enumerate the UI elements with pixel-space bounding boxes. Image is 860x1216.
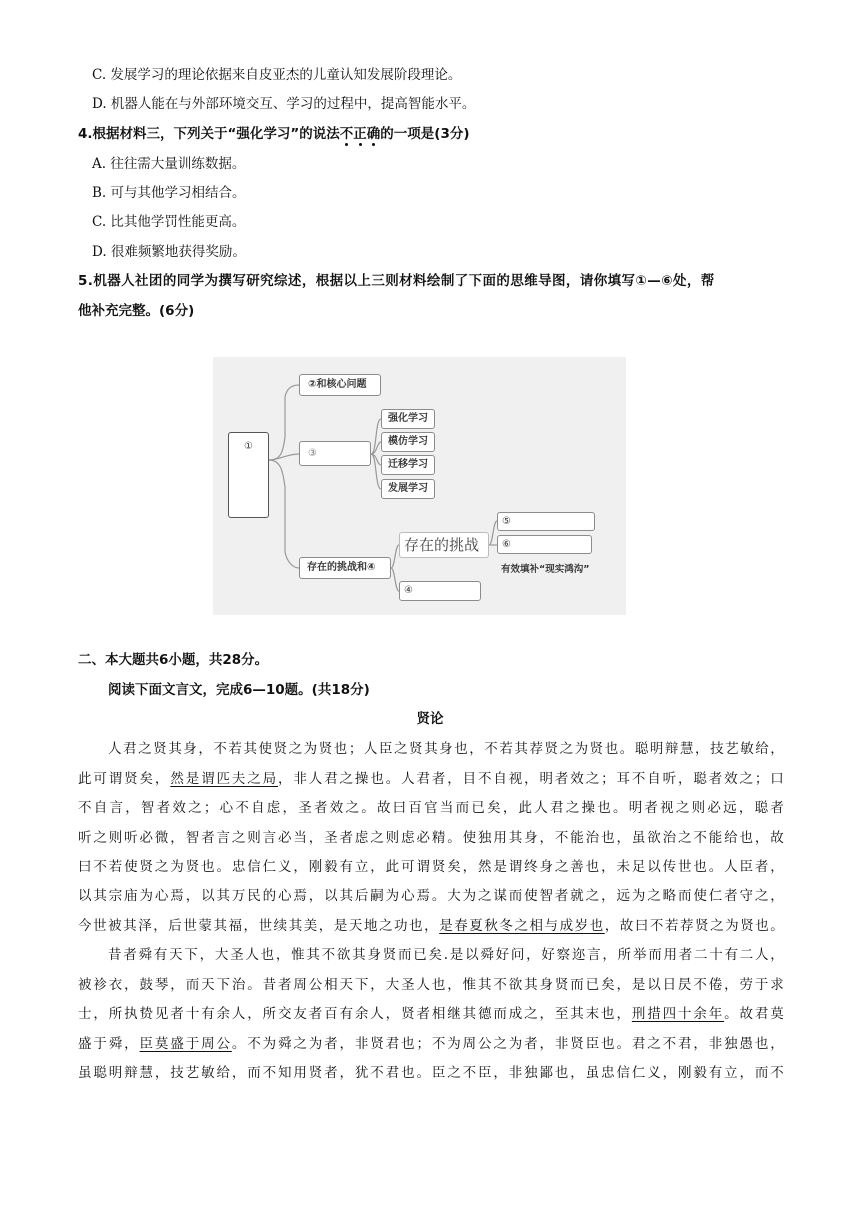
q4-option-b: B. 可与其他学习相结合。 <box>92 185 246 201</box>
passage-line <box>78 1004 784 1024</box>
q5-line-2: 他补充完整。(6分) <box>78 303 195 319</box>
passage-line <box>78 769 784 789</box>
q3-option-c: C. 发展学习的理论依据来自皮亚杰的儿童认知发展阶段理论。 <box>92 67 462 83</box>
mind-map-four: ④ <box>399 581 481 601</box>
passage-line: 昔者舜有天下，大圣人也，惟其不欲其身贤而已矣.是以舜好问，好察迩言，所举而用者二十有二人， <box>108 947 784 963</box>
q4-option-a: A. 往往需大量训练数据。 <box>92 156 246 172</box>
mind-map-branch-bottom: 存在的挑战和④ <box>299 557 391 579</box>
mind-map-fill-gap: 有效填补“现实鸿沟” <box>501 564 590 575</box>
q4-emphasis-2: 正 <box>353 126 367 142</box>
passage-line: 听之则听必微，智者言之则言必当，圣者虑之则虑必精。使独用其身，不能治也，虽欲治之不能给也，故 <box>78 830 784 846</box>
passage-line: 被袗衣，鼓琴，而天下治。昔者周公相天下，大圣人也，惟其不欲其身贤而已矣，是以日昃不倦，劳于求 <box>78 977 784 993</box>
mind-map-five: ⑤ <box>497 512 595 531</box>
mind-map-learning-type: 发展学习 <box>381 479 435 499</box>
passage-line: 人君之贤其身，不若其使贤之为贤也；人臣之贤其身也，不若其荐贤之为贤也。聪明辩慧，技艺敏给， <box>108 741 784 757</box>
passage-line: 曰不若使贤之为贤也。忠信仁义，刚毅有立，此可谓贤矣，然是谓终身之善也，未足以传世也。人臣者， <box>78 859 784 875</box>
underlined-phrase: 刑措四十余年 <box>631 1006 725 1022</box>
underlined-phrase: 臣莫盛于周公 <box>139 1036 232 1052</box>
underlined-phrase: 是春夏秋冬之相与成岁也 <box>439 918 605 934</box>
passage-line <box>78 1034 784 1054</box>
passage-text: 。故君莫 <box>724 1006 784 1022</box>
mind-map <box>213 357 626 615</box>
passage-text: 。不为舜之为者，非贤君也；不为周公之为者，非贤臣也。君之不君，非独愚也， <box>231 1036 784 1052</box>
q4-suffix: 的一项是(3分) <box>380 126 470 142</box>
mind-map-branch-top: ②和核心问题 <box>299 374 381 396</box>
passage-line: 以其宗庙为心焉，以其万民的心焉，以其后嗣为心焉。大为之谋而使智者就之，远为之略而使仁者守之， <box>78 888 784 904</box>
q3-option-d: D. 机器人能在与外部环境交互、学习的过程中，提高智能水平。 <box>92 96 476 112</box>
q4-option-d: D. 很难频繁地获得奖励。 <box>92 244 246 260</box>
q5-line-1: 5.机器人社团的同学为撰写研究综述，根据以上三则材料绘制了下面的思维导图，请你填写①—⑥处，帮 <box>78 273 715 289</box>
q4-prefix: 4.根据材料三，下列关于“强化学习”的说法 <box>78 126 340 142</box>
passage-text: 今世被其泽，后世蒙其福，世续其美，是天地之功也， <box>78 918 440 934</box>
passage-text: ，故曰不若荐贤之为贤也。 <box>604 918 784 934</box>
mind-map-branch-mid: ③ <box>299 441 371 466</box>
passage-line: 不自言，智者效之；心不自虑，圣者效之。故曰百官当而已矣，此人君之操也。明者视之则必远，聪者 <box>78 800 784 816</box>
q4-emphasis-1: 不 <box>339 126 354 142</box>
section-2-instruction: 阅读下面文言文，完成6—10题。(共18分) <box>108 682 370 698</box>
passage-text: ，非人君之操也。人君者，目不自视，明者效之；耳不自听，聪者效之；口 <box>278 771 785 787</box>
passage-line: 虽聪明辩慧，技艺敏给，而不知用贤者，犹不君也。臣之不臣，非独鄙也，虽忠信仁义，刚毅有立，而不 <box>78 1065 784 1081</box>
underlined-phrase: 然是谓匹夫之局 <box>170 771 279 787</box>
section-2-heading: 二、本大题共6小题，共28分。 <box>78 652 269 668</box>
passage-text: 士，所执贽见者十有余人，所交友者百有余人，贤者相继其德而成之，至其末也， <box>78 1006 632 1022</box>
q4-option-c: C. 比其他学罚性能更高。 <box>92 214 246 230</box>
passage-line <box>78 916 784 936</box>
mind-map-root: ① <box>228 432 269 518</box>
passage-text: 盛于舜， <box>78 1036 140 1052</box>
mind-map-learning-type: 迁移学习 <box>381 455 435 475</box>
question-4 <box>78 124 470 144</box>
q4-emphasis-3: 确 <box>366 126 381 142</box>
mind-map-learning-type: 模仿学习 <box>381 432 435 452</box>
mind-map-six: ⑥ <box>497 535 592 554</box>
mind-map-challenge-label: 存在的挑战 <box>399 532 489 558</box>
mind-map-learning-type: 强化学习 <box>381 409 435 429</box>
passage-title: 贤论 <box>416 711 444 727</box>
passage-text: 此可谓贤矣， <box>78 771 171 787</box>
